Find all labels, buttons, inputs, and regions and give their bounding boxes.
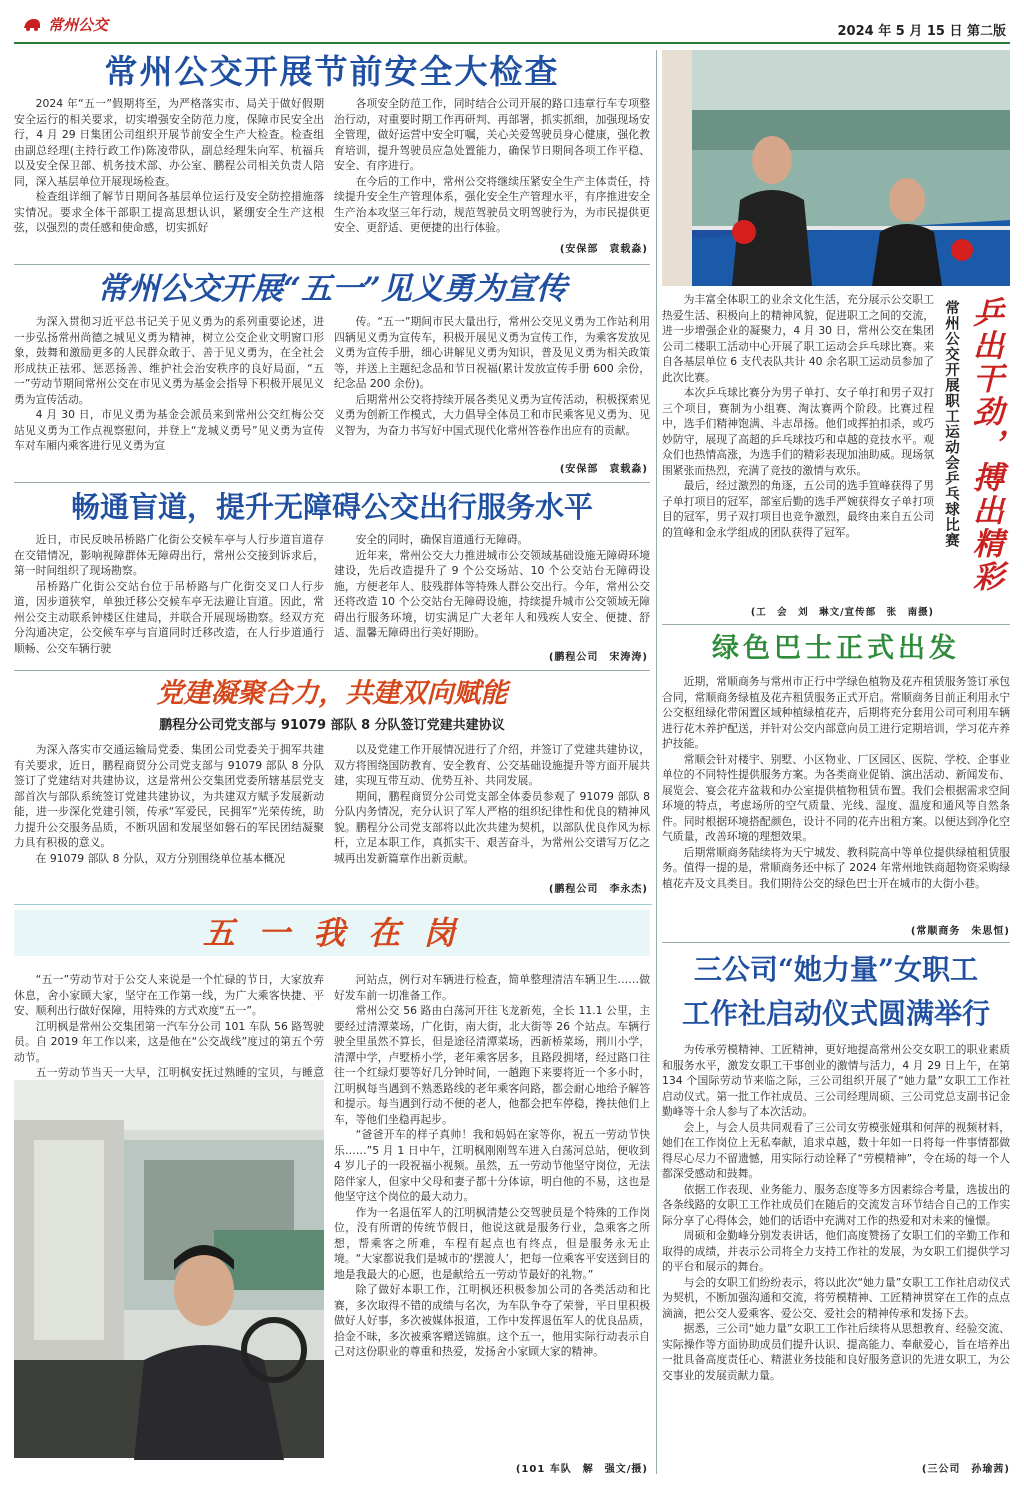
divider bbox=[662, 624, 1010, 625]
paragraph: 最后，经过激烈的角逐，五公司的选手笪峰获得了男子单打项目的冠军，部室后勤的选手严婉获得女子单打项目的冠军，男子双打项目也竞争激烈，最终由来自五公司的笪峰和金永学组成的团队获得了冠军。 bbox=[662, 479, 934, 539]
paragraph: 后期常顺商务陆续将为天宁城发、教科院高中等单位提供绿植租赁服务。值得一提的是，常顺商务还中标了 2024 年常州地铁商超物资采购绿植花卉及文具类目。我们期待公交的绿色巴士开在城市的大街小巷。 bbox=[662, 845, 1010, 890]
divider bbox=[14, 264, 650, 265]
paragraph: 与会的女职工们纷纷表示，将以此次“她力量”女职工工作社启动仪式为契机，不断加强沟通和交流，将劳模精神、工匠精神贯穿在工作的点点滴滴，把公交人爱乘客、爱公交、爱社会的精神传承和发扬下去。 bbox=[662, 1275, 1010, 1320]
subheadline-party-building: 鹏程分公司党支部与 91079 部队 8 分队签订党建共建协议 bbox=[159, 718, 505, 733]
bus-driver-image-icon bbox=[14, 1080, 324, 1458]
a5-col2 bbox=[334, 972, 650, 1456]
paragraph: 常州公交 56 路由白荡河开往飞龙新苑，全长 11.1 公里，主要经过清潭菜场，广化街，南大街，北大街等 26 个站点。车辆行驶全里虽然不算长，但是途径清潭菜场，西新桥菜场，荆川小学，清潭中学，卢墅桥小学，老年乘客居多，且路段拥堵，经过路口往往一个红绿灯要等好几分钟时间，一趟跑下来要将近一个多小时，江明枫每当遇到不熟悉路线的老年乘客问路，都会耐心地给予解答和提示。每当遇到行动不便的老人，他都会把车停稳，搀扶他们上车，等他们坐稳再起步。 bbox=[334, 1004, 650, 1126]
issue-date: 2024 年 5 月 15 日 第二版 bbox=[837, 24, 1006, 39]
paragraph: 常顺会针对楼宇、别墅、小区物业、厂区园区、医院、学校、企事业单位的不同特性提供服务方案。为各类商业促销、演出活动、新闻发布、展览会、宴会花卉盆栽和办公室提供植物租赁布置。我们会根据需求空间环境的特点，考虑场所的空气质量、光线、湿度、温度和通风等自然条件。同时根据环境搭配颜色，设计不同的花卉出租方案。以便达到净化空气质量，改善环境的理想效果。 bbox=[662, 752, 1010, 843]
a8-byline: (三公司 孙瑜茜) bbox=[662, 1460, 1010, 1476]
paragraph: 为深入落实市交通运输局党委、集团公司党委关于拥军共建有关要求，近日，鹏程商贸分公司党支部与 91079 部队 8 分队签订了党建结对共建协议，这是常州公交集团党委所辖基层党支部首次与部队系统签订党建共建协议，为共建双方赋予发展新动能，进一步深化党建引领，传承“军爱民，民拥军”光荣传统，助力提升公交服务品质，不断巩固和发展坚如磐石的军民团结凝聚力具有积极的意义。 bbox=[14, 743, 324, 849]
a6-body bbox=[662, 292, 934, 604]
paragraph: 安全的同时，确保盲道通行无障碍。 bbox=[355, 533, 529, 546]
paragraph: 2024 年“五一”假期将至，为严格落实市、局关于做好假期安全运行的相关要求，切实增强安全防范力度，保障市民安全出行，4 月 29 日集团公司组织开展节前安全生产大检查。检查组由副总经理(主持行政工作)陈凌带队，副总经理朱向军、杭福兵以及安全保卫部、机务技术部、办公室、鹏程公司相关负责人陪同，深入基层单位开展现场检查。 bbox=[14, 97, 324, 188]
divider bbox=[662, 942, 1010, 943]
a3-col1 bbox=[14, 532, 324, 666]
paragraph: 周硕和金勤峰分别发表讲话，他们高度赞扬了女职工们的辛勤工作和取得的成绩，并表示公司将全力支持工作社的发展，为女职工们提供学习的平台和展示的舞台。 bbox=[662, 1229, 1010, 1273]
a4-col2 bbox=[334, 742, 650, 896]
a7-body bbox=[662, 674, 1010, 938]
a2-col2 bbox=[334, 314, 650, 478]
paragraph: 近日，市民反映吊桥路广化街公交候车亭与人行步道盲道存在交错情况，影响视障群体无障碍出行，常州公交接到诉求后，第一时间组织了现场勘察。 bbox=[14, 533, 324, 577]
paragraph: 吊桥路广化街公交站台位于吊桥路与广化街交叉口人行步道，因步道狭窄，单独迁移公交候车亭无法避让盲道。因此，常州公交主动联系钟楼区住建局，并联合开展现场勘察。经双方充分沟通决定，公交候车亭与盲道同时迁移改造，在人行步道通行顺畅、公交车辆行驶 bbox=[14, 579, 324, 655]
paragraph: 检查组详细了解节日期间各基层单位运行及安全防控措施落实情况。要求全体干部职工提高思想认识，紧绷安全生产这根弦，以强烈的责任感和使命感，切实抓好 bbox=[14, 190, 324, 234]
a5-col1-text bbox=[14, 972, 324, 1079]
paragraph: 近期，常顺商务与常州市正行中学绿色植物及花卉租赁服务签订承包合同，常顺商务绿植及花卉租赁服务正式开启。常顺商务目前正利用永宁公交枢纽绿化带闲置区域种植绿植花卉，后期将充分套用公司可利用车辆进行花木养护配送，并针对公交内部意向员工进行定期培训，学习花卉养护技能。 bbox=[662, 675, 1010, 750]
paragraph: 传。“五一”期间市民大量出行，常州公交见义勇为工作站利用四辆见义勇为宣传车，积极开展见义勇为宣传工作，为乘客发放见义勇为宣传手册，细心讲解见义勇为知识，普及见义勇为相关政策等，并送上主题纪念品和节日祝福(累计发放宣传手册 600 余份，纪念品 200 余份)。 bbox=[334, 315, 650, 390]
a4-byline: (鹏程公司 李永杰) bbox=[334, 880, 648, 896]
a7-byline: (常顺商务 朱思恒) bbox=[662, 922, 1010, 938]
masthead bbox=[14, 12, 1010, 44]
a1-byline: (安保部 袁载淼) bbox=[334, 240, 648, 256]
paragraph: 后期常州公交将持续开展各类见义勇为宣传活动，积极探索见义勇为创新工作模式，大力倡导全体员工和市民乘客见义勇为、见义智为，为奋力书写好中国式现代化常州答卷作出应有的贡献。 bbox=[334, 392, 650, 437]
paragraph: 期间，鹏程商贸分公司党支部全体委员参观了 91079 部队 8 分队内务情况，充分认识了军人严格的组织纪律性和优良的精神风貌。鹏程分公司党支部将以此次共建为契机，以部队优良作风为标杆，立足本职工作，真抓实干、艰苦奋斗，为常州公交谱写万亿之城再出发新篇章作出新贡献。 bbox=[334, 789, 650, 865]
headline-on-duty-text: 五 一 我 在 岗 bbox=[202, 914, 462, 952]
a8-body bbox=[662, 1042, 1010, 1456]
headline-heroism-campaign: 常州公交开展“五一”见义勇为宣传 bbox=[97, 271, 567, 307]
paragraph: 为传承劳模精神、工匠精神，更好地提高常州公交女职工的职业素质和服务水平，激发女职工干事创业的激情与活力，4 月 29 日上午，在第 134 个国际劳动节来临之际，三公司组织开展了“她力量”女职工工作社启动仪式。第一批工作社成员、三公司经理周硕、三公司党总支副书记金勤峰等十余人参与了本次活动。 bbox=[662, 1043, 1010, 1118]
headline-tactile-paving: 畅通盲道，提升无障碍公交出行服务水平 bbox=[70, 490, 593, 524]
a2-col1 bbox=[14, 314, 324, 478]
a1-col2 bbox=[334, 96, 650, 260]
paragraph: 江明枫是常州公交集团第一汽车分公司 101 车队 56 路驾驶员。自 2019 年工作以来，这是他在“公交战线”度过的第五个劳动节。 bbox=[14, 1019, 324, 1064]
divider bbox=[14, 670, 650, 671]
headline-party-building: 党建凝聚合力，共建双向赋能 bbox=[156, 678, 508, 709]
paragraph: 在今后的工作中，常州公交将继续压紧安全生产主体责任，持续提升安全生产管理体系，强化安全生产管理水平，有序推进安全生产治本攻坚三年行动，规范驾驶员文明驾驶行为，为市民提供更安全、更舒适、更便捷的出行体验。 bbox=[334, 174, 650, 234]
paragraph: 作为一名退伍军人的江明枫清楚公交驾驶员是个特殊的工作岗位，没有所谓的传统节假日，他说这就是服务行业，急乘客之所想，帮乘客之所难，车程有起点也有终点，但是服务永无止境。“大家都说我们是城市的‘摆渡人’，把每一位乘客平安送到目的地是我最大的心愿，也是献给五一劳动节最好的礼物。” bbox=[334, 1205, 650, 1281]
paragraph: 依据工作表现、业务能力、服务态度等多方因素综合考量，选拔出的各条线路的女职工工作社成员们在随后的交流发言环节结合自己的工作实际分享了心得体会，她们的话语中充满对工作的热爱和对未来的憧憬。 bbox=[662, 1182, 1010, 1227]
table-tennis-image-icon bbox=[662, 50, 1010, 286]
table-tennis-photo bbox=[662, 50, 1010, 286]
divider bbox=[14, 482, 650, 483]
paragraph: 近年来，常州公交大力推进城市公交领域基础设施无障碍环境建设，先后改造提升了 9 个公交场站、10 个公交站台无障碍设施，方便老年人、肢残群体等特殊人群公交出行。今年，常州公交还将改造 10 个公交站台无障碍设施，持续提升城市公交领域无障碍出行服务环境，切实满足广大老年人和残疾人安全、便捷、舒适、温馨无障碍出行美好期盼。 bbox=[334, 548, 650, 639]
paragraph: 会上，与会人员共同观看了三公司女劳模张娅琪和何萍的视频材料，她们在工作岗位上无私奉献，追求卓越，数十年如一日将每一件事情都做得尽心尽力不留遗憾，用实际行动诠释了“劳模精神”，令在场的每一个人都深受感动和鼓舞。 bbox=[662, 1120, 1010, 1180]
paragraph: 为丰富全体职工的业余文化生活，充分展示公交职工热爱生活、积极向上的精神风貌，促进职工之间的交流，进一步增强企业的凝聚力，4 月 30 日，常州公交在集团公司二楼职工活动中心开展了职工运动会乒乓球比赛。来自各基层单位 6 支代表队共计 40 余名职工运动员参加了此次比赛。 bbox=[662, 293, 934, 384]
bus-logo-icon bbox=[22, 16, 42, 32]
headline-safety-inspection: 常州公交开展节前安全大检查 bbox=[104, 52, 560, 91]
column-divider bbox=[656, 50, 657, 1474]
paragraph: 以及党建工作开展情况进行了介绍，并签订了党建共建协议，双方将围绕国防教育、安全教育、公交基础设施提升等方面开展共建，实现互带互动、优势互补、共同发展。 bbox=[334, 743, 650, 787]
paragraph: 4 月 30 日，市见义勇为基金会派员来到常州公交红梅公交站见义勇为工作点视察慰问，并登上“龙城义勇号”见义勇为宣传车对车厢内乘客进行见义勇为宣 bbox=[14, 408, 324, 452]
a2-byline: (安保部 袁载淼) bbox=[334, 460, 648, 476]
headline-women-workers-l2: 工作社启动仪式圆满举行 bbox=[681, 997, 990, 1030]
paragraph: 据悉，三公司“她力量”女职工工作社后续将从思想教育、经验交流、实际操作等方面协助成员们提升认识、提高能力、奉献爱心，旨在培养出一批具备高度责任心、精湛业务技能和良好服务意识的先进女职工，为公交事业的发展贡献力量。 bbox=[662, 1322, 1010, 1382]
paragraph: “五一”劳动节对于公交人来说是一个忙碌的节日，大家放弃休息，舍小家顾大家，坚守在工作第一线，为广大乘客快捷、平安、顺利出行做好保障，用特殊的方式欢度“五一”。 bbox=[14, 973, 324, 1017]
paragraph: “爸爸开车的样子真帅！我和妈妈在家等你，祝五一劳动节快乐……”5 月 1 日中午，江明枫刚刚驾车进入白荡河总站，便收到 4 岁儿子的一段祝福小视频。虽然，五一劳动节他坚守岗位，无法陪伴家人，但家中父母和妻子都十分体谅，明白他的不易，这也是他坚守这个岗位的最大动力。 bbox=[334, 1128, 650, 1203]
a3-col2 bbox=[334, 532, 650, 666]
paragraph: 五一劳动节当天一大早，江明枫安抚过熟睡的宝贝，与睡意 bbox=[35, 1066, 324, 1079]
brand-name: 常州公交 bbox=[48, 16, 109, 34]
bus-driver-photo bbox=[14, 1080, 324, 1458]
paragraph: 河站点，例行对车辆进行检查，简单整理清洁车辆卫生……做好发车前一切准备工作。 bbox=[334, 973, 650, 1002]
paragraph: 各项安全防范工作，同时结合公司开展的路口违章行车专项整治行动，对重要时期工作再研判、再部署，抓实抓细，加强现场安全管理，做好运营中安全叮嘱，关心关爱驾驶员身心健康，强化教育培训，提升驾驶员应急处置能力，确保节日期间各项工作平稳、安全、有序进行。 bbox=[334, 97, 650, 172]
paragraph: 为深入贯彻习近平总书记关于见义勇为的系列重要论述，进一步弘扬常州尚德之城见义勇为精神，树立公交企业文明窗口形象，鼓舞和激励更多的人民群众敢于、善于见义勇为，在全社会形成扶正祛邪、惩恶扬善、维护社会治安秩序的良好局面，“五一”劳动节期间常州公交在市见义勇为基金会指导下积极开展见义勇为宣传活动。 bbox=[14, 315, 324, 406]
a6-byline: (工 会 刘 琳文/宣传部 张 南摄) bbox=[750, 607, 934, 618]
a4-col1 bbox=[14, 742, 324, 896]
paragraph: 本次乒乓球比赛分为男子单打、女子单打和男子双打三个项目，赛制为小组赛、淘汰赛两个阶段。比赛过程中，选手们精神饱满、斗志昂扬。他们或挥拍扣杀，或巧妙防守，展现了高超的乒乓球技巧和卓越的竞技水平。观众们也热情高涨，为选手们的精彩表现加油助威。现场氛围紧张而热烈，充满了竞技的激情与欢乐。 bbox=[662, 386, 934, 477]
a5-byline: (101 车队 解 强文/摄) bbox=[334, 1460, 648, 1476]
a3-byline: (鹏程公司 宋涛涛) bbox=[334, 648, 648, 664]
paragraph: 除了做好本职工作，江明枫还积极参加公司的各类活动和比赛，多次取得不错的成绩与名次，为车队争夺了荣誉，平日里积极做好人好事，多次被媒体报道，工作中发挥退伍军人的优良品质，拾金不昧，多次被乘客赠送锦旗。这个五一，他用实际行动表示自己对这份职业的尊重和热爱，发扬舍小家顾大家的精神。 bbox=[334, 1283, 650, 1358]
headline-table-tennis: 乒出干劲，搏出精彩 bbox=[967, 296, 1003, 593]
headline-on-duty bbox=[14, 910, 650, 956]
subheadline-table-tennis: 常州公交开展职工运动会乒乓球比赛 bbox=[943, 300, 959, 548]
a1-col1 bbox=[14, 96, 324, 260]
headline-green-bus: 绿色巴士正式出发 bbox=[712, 633, 960, 664]
headline-women-workers-l1: 三公司“她力量”女职工 bbox=[693, 953, 979, 986]
paragraph: 在 91079 部队 8 分队，双方分别围绕单位基本概况 bbox=[35, 851, 285, 865]
